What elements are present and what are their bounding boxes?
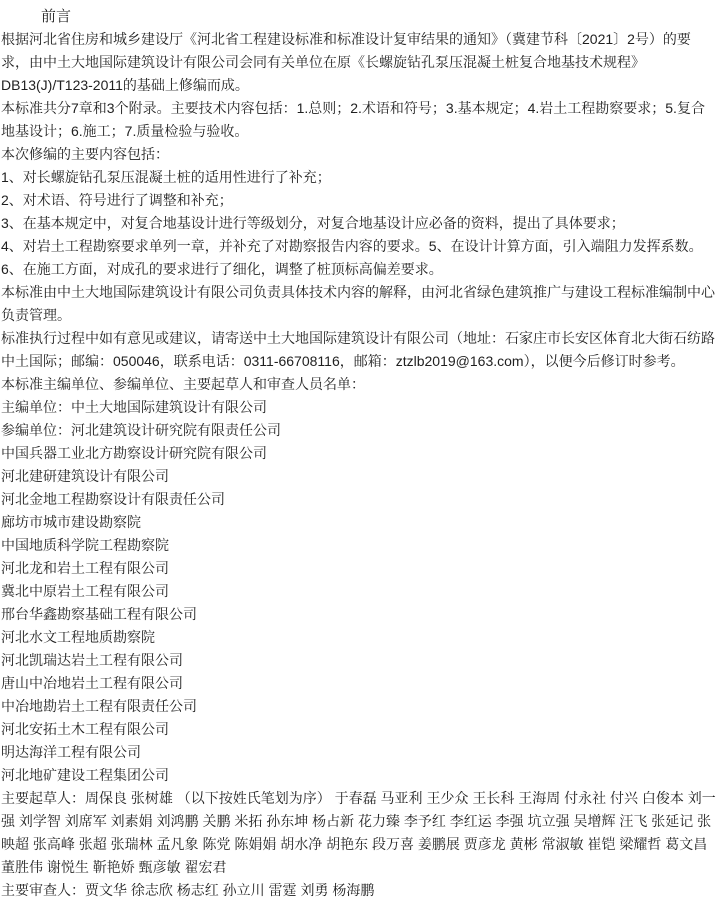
participating-unit: 中国地质科学院工程勘察院 <box>1 537 169 553</box>
reviewers-names: 贾文华 徐志欣 杨志红 孙立川 雷霆 刘勇 杨海鹏 <box>85 882 375 898</box>
participating-unit: 河北建筑设计研究院有限责任公司 <box>71 422 281 438</box>
revision-item: 1、对长螺旋钻孔泵压混凝土桩的适用性进行了补充； <box>1 169 331 185</box>
participating-unit: 明达海洋工程有限公司 <box>1 744 141 760</box>
chief-editor-name: 中土大地国际建筑设计有限公司 <box>71 399 267 415</box>
participating-unit: 河北地矿建设工程集团公司 <box>1 767 169 783</box>
participating-unit: 冀北中原岩土工程有限公司 <box>1 583 169 599</box>
page-title: 前言 <box>41 8 72 25</box>
participating-unit: 河北水文工程地质勘察院 <box>1 629 155 645</box>
reviewers-line <box>1 879 718 902</box>
feedback-paragraph: 标准执行过程中如有意见或建议，请寄送中土大地国际建筑设计有限公司（地址：石家庄市长安区体育北大街石纺路中土国际；邮编：050046，联系电话：0311-66708116，邮箱：ztzlb2019@163.com），以便今后修订时参考。 <box>1 330 715 369</box>
drafters-leading-names: 周保良 张树雄 <box>85 790 173 806</box>
participating-unit: 邢台华鑫勘察基础工程有限公司 <box>1 606 197 622</box>
participating-unit: 廊坊市城市建设勘察院 <box>1 514 141 530</box>
participants-label: 参编单位： <box>1 422 71 438</box>
revision-item: 4、对岩土工程勘察要求单列一章，并补充了对勘察报告内容的要求。5、在设计计算方面，引入端阻力发挥系数。 <box>1 238 703 254</box>
interpretation-paragraph: 本标准由中土大地国际建筑设计有限公司负责具体技术内容的解释，由河北省绿色建筑推广与建设工程标准编制中心负责管理。 <box>1 284 715 323</box>
participating-unit: 河北龙和岩土工程有限公司 <box>1 560 169 576</box>
participants-first-line <box>1 419 718 442</box>
participating-unit: 河北安拓土木工程有限公司 <box>1 721 169 737</box>
drafters-order-note: （以下按姓氏笔划为序） <box>176 790 331 806</box>
revision-item: 6、在施工方面，对成孔的要求进行了细化，调整了桩顶标高偏差要求。 <box>1 261 443 277</box>
reviewers-label: 主要审查人： <box>1 882 85 898</box>
revision-item: 2、对术语、符号进行了调整和补充； <box>1 192 233 208</box>
drafters-label: 主要起草人： <box>1 790 85 806</box>
participating-unit: 河北凯瑞达岩土工程有限公司 <box>1 652 183 668</box>
drafters-names: 于春磊 马亚利 王少众 王长科 王海周 付永社 付兴 白俊本 刘一强 刘学智 刘席军 刘素娟 刘鸿鹏 关鹏 米拓 孙东坤 杨占新 花力臻 李予红 李红运 李强 坑立强 吴增辉 汪飞 张延记 张映超 张高峰 张超 张瑞林 孟凡象 陈党 陈娟娟 胡水净 胡艳东 段万喜 姜鹏展 贾彦龙 黄彬 常淑敏 崔铠 梁耀哲 葛文昌 董胜伟 谢悦生 靳艳娇 甄彦敏 翟宏君 <box>1 790 716 875</box>
participating-unit: 河北金地工程勘察设计有限责任公司 <box>1 491 225 507</box>
participating-unit: 中冶地勘岩土工程有限责任公司 <box>1 698 197 714</box>
revision-item: 3、在基本规定中，对复合地基设计进行等级划分，对复合地基设计应必备的资料，提出了具体要求； <box>1 215 625 231</box>
chief-editor-line <box>1 396 718 419</box>
participating-unit: 中国兵器工业北方勘察设计研究院有限公司 <box>1 445 267 461</box>
participating-unit: 唐山中冶地岩土工程有限公司 <box>1 675 183 691</box>
basis-paragraph: 根据河北省住房和城乡建设厅《河北省工程建设标准和标准设计复审结果的通知》（冀建节科〔2021〕2号）的要求，由中土大地国际建筑设计有限公司会同有关单位在原《长螺旋钻孔泵压混凝土桩复合地基技术规程》DB13(J)/T123-2011的基础上修编而成。 <box>1 31 691 93</box>
participating-unit: 河北建研建筑设计有限公司 <box>1 468 169 484</box>
chief-editor-label: 主编单位： <box>1 399 71 415</box>
revisions-intro-paragraph: 本次修编的主要内容包括： <box>1 146 169 162</box>
contents-overview-paragraph: 本标准共分7章和3个附录。主要技术内容包括：1.总则；2.术语和符号；3.基本规定；4.岩土工程勘察要求；5.复合地基设计；6.施工；7.质量检验与验收。 <box>1 100 705 139</box>
roster-intro-paragraph: 本标准主编单位、参编单位、主要起草人和审查人员名单： <box>1 376 365 392</box>
drafters-line <box>1 787 718 879</box>
